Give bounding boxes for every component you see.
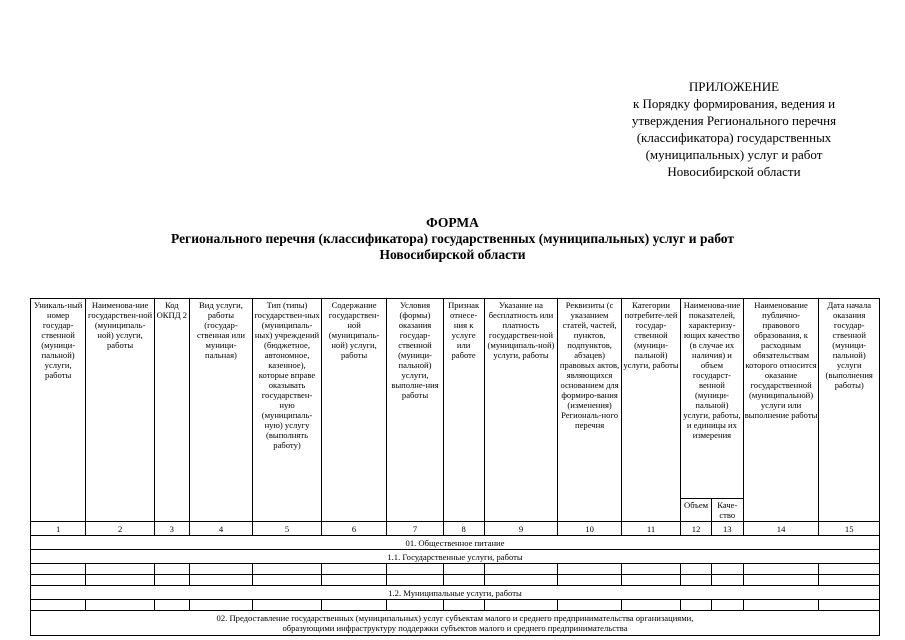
- header-cell: Содержание государствен-ной (муниципаль-ной) услуги, работы: [321, 299, 387, 522]
- column-number: 11: [621, 522, 680, 536]
- header-cell: Код ОКПД 2: [154, 299, 189, 522]
- column-number: 7: [387, 522, 443, 536]
- column-number: 10: [558, 522, 621, 536]
- column-number-row: [31, 522, 880, 536]
- form-heading: [0, 215, 905, 263]
- appendix-line: Новосибирской области: [667, 164, 801, 179]
- column-number: 2: [86, 522, 155, 536]
- appendix-block: [610, 78, 858, 180]
- section-title: 01. Общественное питание: [31, 536, 880, 550]
- header-cell: Реквизиты (с указанием статей, частей, пунктов, подпунктов, абзацев) правовых актов, являющихся основанием для формиро-вания (изменения) Региональ-ного перечня: [558, 299, 621, 522]
- section-title: 1.1. Государственные услуги, работы: [31, 550, 880, 564]
- header-cell: Наименование публично-правового образования, к расходным обязательствам которого относится оказание государственной (муниципальной) услуги или выполнение работы: [743, 299, 819, 522]
- section-title: 1.2. Муниципальные услуги, работы: [31, 586, 880, 600]
- appendix-line: (муниципальных) услуг и работ: [645, 147, 823, 162]
- header-cell: Уникаль-ный номер государ-ственной (муници-пальной) услуги, работы: [31, 299, 86, 522]
- section-row: [31, 586, 880, 600]
- column-number: 6: [321, 522, 387, 536]
- form-subtitle-line1: Регионального перечня (классификатора) государственных (муниципальных) услуг и работ: [171, 231, 734, 246]
- section-row: [31, 611, 880, 636]
- section-title-line: 02. Предоставление государственных (муниципальных) услуг субъектам малого и среднего предпринимательства организациями,: [216, 613, 694, 623]
- register-table: [30, 298, 880, 636]
- form-title: ФОРМА: [426, 215, 479, 230]
- appendix-line: утверждения Регионального перечня: [631, 113, 837, 128]
- column-number: 1: [31, 522, 86, 536]
- header-cell: Категории потребите-лей государ-ственной (муници-пальной) услуги, работы: [621, 299, 680, 522]
- column-number: 15: [819, 522, 880, 536]
- column-number: 9: [484, 522, 558, 536]
- section-title-line: образующими инфраструктуру поддержки субъектов малого и среднего предпринимательства: [282, 623, 628, 633]
- column-number: 3: [154, 522, 189, 536]
- header-cell: Тип (типы) государствен-ных (муниципаль-ных) учреждений (бюджетное, автономное, казенное), которые вправе оказывать государствен-ную (муниципаль-ную) услугу (выполнять работу): [253, 299, 322, 522]
- header-cell: Указание на бесплатность или платность государствен-ной (муниципаль-ной) услуги, работы: [484, 299, 558, 522]
- section-row: [31, 536, 880, 550]
- header-cell: Признак отнесе-ния к услуге или работе: [443, 299, 484, 522]
- header-row: [31, 299, 880, 499]
- column-number: 14: [743, 522, 819, 536]
- table-row: [31, 575, 880, 586]
- header-cell: Дата начала оказания государ-ственной (муници-пальной) услуги (выполнения работы): [819, 299, 880, 522]
- table-row: [31, 600, 880, 611]
- appendix-title: ПРИЛОЖЕНИЕ: [688, 79, 780, 94]
- subheader-cell: Объем: [681, 499, 712, 522]
- column-number: 5: [253, 522, 322, 536]
- table-row: [31, 564, 880, 575]
- section-title: [31, 611, 880, 636]
- header-cell: Условия (формы) оказания государ-ственной (муници-пальной) услуги, выполне-ния работы: [387, 299, 443, 522]
- appendix-line: (классификатора) государственных: [636, 130, 832, 145]
- column-number: 4: [189, 522, 252, 536]
- appendix-line: к Порядку формирования, ведения и: [632, 96, 836, 111]
- header-cell: Наименова-ние государствен-ной (муниципаль-ной) услуги, работы: [86, 299, 155, 522]
- header-cell: Вид услуги, работы (государ-ственная или муници-пальная): [189, 299, 252, 522]
- column-number: 8: [443, 522, 484, 536]
- section-row: [31, 550, 880, 564]
- form-subtitle-line2: Новосибирской области: [379, 247, 526, 262]
- column-number: 12: [681, 522, 712, 536]
- column-number: 13: [711, 522, 743, 536]
- header-cell: Наименова-ние показателей, характеризу-ющих качество (в случае их наличия) и объем государст-венной (муници-пальной) услуги, работы, и единицы их измерения: [681, 299, 743, 499]
- subheader-cell: Каче-ство: [711, 499, 743, 522]
